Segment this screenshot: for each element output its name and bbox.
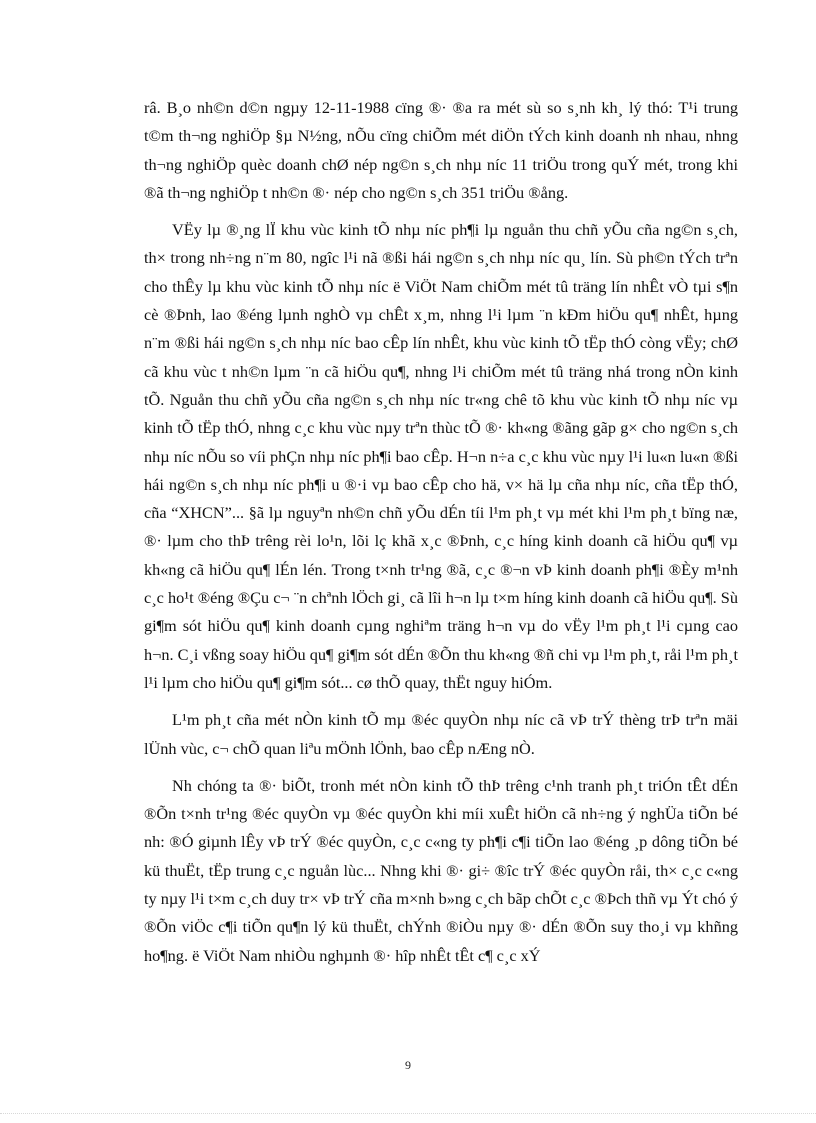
paragraph-market-monopoly: Nh chóng ta ®· biÕt, tronh mét nÒn kinh tÕ thÞ trêng c¹nh tranh ph¸t triÓn tÊt dÉn ®Õn t×nh tr¹ng ®éc quyÒn vµ ®éc quyÒn khi míi xuÊt hiÖn cã nh÷ng ý nghÜa tiÕn bé nh: ®Ó giµnh lÊy vÞ trÝ ®éc quyÒn, c¸c c«ng ty ph¶i c¶i tiÕn lao ®éng ¸p dông tiÕn bé kü thuËt, tËp trung c¸c nguån lùc... Nhng khi ®· gi÷ ®îc trÝ ®éc quyÒn råi, th× c¸c c«ng ty nµy l¹i t×m c¸ch duy tr× vÞ trÝ cña m×nh b»ng c¸ch bãp chÕt c¸c ®Þch thñ vµ Ýt chó ý ®Õn viÖc c¶i tiÕn qu¶n lý kü thuËt, chÝnh ®iÒu nµy ®· dÉn ®Õn suy tho¸i vµ khñng ho¶ng. ë ViÖt Nam nhiÒu nghµnh ®· hîp nhÊt tÊt c¶ c¸c xÝ: [144, 775, 738, 965]
paragraph-state-sector: VËy lµ ®¸ng lÏ khu vùc kinh tÕ nhµ níc ph¶i lµ nguån thu chñ yÕu cña ng©n s¸ch, th× trong nh÷ng n¨m 80, ngîc l¹i nã ®ßi hái ng©n s¸ch nhµ níc qu¸ lín. Sù ph©n tÝch trªn cho thÊy lµ khu vùc kinh tÕ nhµ níc ë ViÖt Nam chiÕm mét tû träng lín nhÊt vÒ tµi s¶n cè ®Þnh, lao ®éng lµnh nghÒ vµ chÊt x¸m, nhng l¹i lµm ¨n kÐm hiÖu qu¶ nhÊt, hµng n¨m ®ßi hái ng©n s¸ch nhµ níc bao cÊp lín nhÊt, khu vùc kinh tÕ tËp thÓ còng vËy; chØ cã khu vùc t nh©n lµm ¨n cã hiÖu qu¶, nhng l¹i chiÕm mét tû träng nhá trong nÒn kinh tÕ. Nguån thu chñ yÕu cña ng©n s¸ch nhµ níc tr«ng chê tõ khu vùc kinh tÕ nhµ níc vµ kinh tÕ tËp thÓ, nhng c¸c khu vùc nµy trªn thùc tÕ ®· kh«ng ®ãng gãp g× cho ng©n s¸ch nhµ níc nÕu so víi phÇn nhµ níc ph¶i bao cÊp. H¬n n÷a c¸c khu vùc nµy l¹i lu«n lu«n ®ßi hái ng©n s¸ch nhµ níc ph¶i u ®·i vµ bao cÊp cho hä, v× hä lµ cña nhµ níc, cña tËp thÓ, cña “XHCN”... §ã lµ nguyªn nh©n chñ yÕu dÉn tíi l¹m ph¸t vµ mét khi l¹m ph¸t bïng næ, ®· lµm cho thÞ trêng rèi lo¹n, lõi lç khã x¸c ®Þnh, c¸c híng kinh doanh cã hiÖu qu¶ vµ kh«ng cã hiÖu qu¶ lÉn lén. Trong t×nh tr¹ng ®ã, c¸c ®¬n vÞ kinh doanh ph¶i ®Èy m¹nh c¸c ho¹t ®éng ®Çu c¬ ¨n chªnh lÖch gi¸ cã lîi h¬n lµ t×m híng kinh doanh cã hiÖu qu¶. Sù gi¶m sót hiÖu qu¶ kinh doanh cµng nghiªm träng h¬n vµ do vËy l¹m ph¸t l¹i cµng cao h¬n. C¸i vßng soay hiÖu qu¶ gi¶m sót dÉn ®Õn thu kh«ng ®ñ chi vµ l¹m ph¸t, råi l¹m ph¸t l¹i lµm cho hiÖu qu¶ gi¶m sót... cø thÕ quay, thËt nguy hiÓm.: [144, 220, 738, 692]
page-number: 9: [405, 1058, 411, 1072]
page-divider: [0, 1113, 816, 1114]
body-text: [144, 94, 738, 970]
paragraph-continuation: râ. B¸o nh©n d©n ngµy 12-11-1988 cïng ®· ®a ra mét sù so s¸nh kh¸ lý thó: T¹i trung t©m th¬ng nghiÖp §µ N½ng, nÕu cïng chiÕm mét diÖn tÝch kinh doanh nh nhau, nhng th¬ng nghiÖp quèc doanh chØ nép ng©n s¸ch nhµ níc 11 triÖu trong quÝ mét, trong khi ®ã th¬ng nghiÖp t nh©n ®· nép cho ng©n s¸ch 351 triÖu ®ång.: [144, 98, 738, 202]
paragraph-inflation-monopoly: L¹m ph¸t cña mét nÒn kinh tÕ mµ ®éc quyÒn nhµ níc cã vÞ trÝ thèng trÞ trªn mäi lÜnh vùc, c¬ chÕ quan liªu mÖnh lÖnh, bao cÊp nÆng nÒ.: [144, 710, 738, 758]
